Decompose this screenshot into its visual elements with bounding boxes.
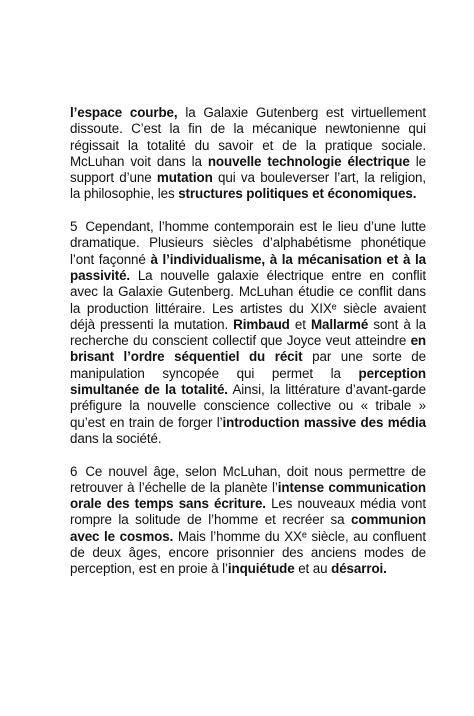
body-text: Cependant, l’homme contemporain est le lieu d’une lutte dramatique. Plusieurs siècles d’alphabétisme phonétique l’ont façonné	[70, 219, 426, 267]
emphasized-text: Mallarmé	[310, 316, 369, 332]
body-text: et	[289, 316, 311, 332]
body-text: dans la société.	[70, 430, 162, 446]
body-text: Mais l’homme du XXᵉ siècle, au confluent de deux âges, encore prisonnier des anciens modes de perception, est en proie à l’	[70, 528, 426, 577]
body-text: Ainsi, la littérature d’avant-garde préfigure la nouvelle conscience collective ou « tribale » qu’est en train de forger l’	[70, 382, 426, 430]
paragraph-3	[70, 464, 426, 578]
body-text: Ce nouvel âge, selon McLuhan, doit nous permettre de retrouver à l’échelle de la planète l’	[70, 463, 426, 495]
paragraph-2	[70, 219, 426, 447]
body-text: Les nouveaux média vont rompre la solitude de l’homme et recréer sa	[70, 496, 426, 528]
emphasized-text: structures politiques et économiques.	[178, 186, 417, 202]
paragraph-number: 5	[70, 219, 78, 235]
body-text: le support d’une	[70, 153, 427, 186]
emphasized-text: l’espace courbe,	[70, 105, 178, 120]
body-text: qui va bouleverser l’art, la religion, la philosophie, les	[70, 170, 427, 202]
emphasized-text: en brisant l’ordre séquentiel du récit	[70, 333, 426, 365]
emphasized-text: nouvelle technologie électrique	[207, 153, 410, 169]
emphasized-text: Rimbaud	[233, 316, 290, 332]
body-text: la Galaxie Gutenberg est virtuellement dissoute. C’est la fin de la mécanique newtonienne qui régissait la totalité du savoir et de la pratique sociale. McLuhan voit dans la	[70, 105, 426, 169]
emphasized-text: désarroi.	[331, 561, 387, 577]
paragraph-1	[70, 105, 426, 203]
body-text: par une sorte de manipulation syncopée qui permet la	[70, 349, 426, 381]
body-text: La nouvelle galaxie électrique entre en conflit avec la Galaxie Gutenberg. McLuhan étudie ce conflit dans la production littéraire. Les artistes du XIXᵉ siècle avaient déjà pressenti la mutation.	[70, 267, 426, 332]
emphasized-text: introduction massive des média	[222, 414, 426, 430]
emphasized-text: perception simultanée de la totalité.	[70, 365, 426, 398]
body-text: sont à la recherche du conscient collectif que Joyce veut atteindre	[70, 316, 427, 349]
emphasized-text: mutation	[156, 170, 213, 186]
body-text: et au	[294, 561, 332, 577]
text-body	[70, 105, 426, 578]
paragraph-number: 6	[70, 463, 78, 479]
emphasized-text: inquiétude	[227, 561, 295, 577]
emphasized-text: intense communication orale des temps sans écriture.	[70, 479, 427, 512]
emphasized-text: communion avec le cosmos.	[70, 512, 426, 544]
emphasized-text: à l’individualisme, à la mécanisation et à la passivité.	[70, 251, 426, 283]
document-page	[70, 105, 426, 578]
